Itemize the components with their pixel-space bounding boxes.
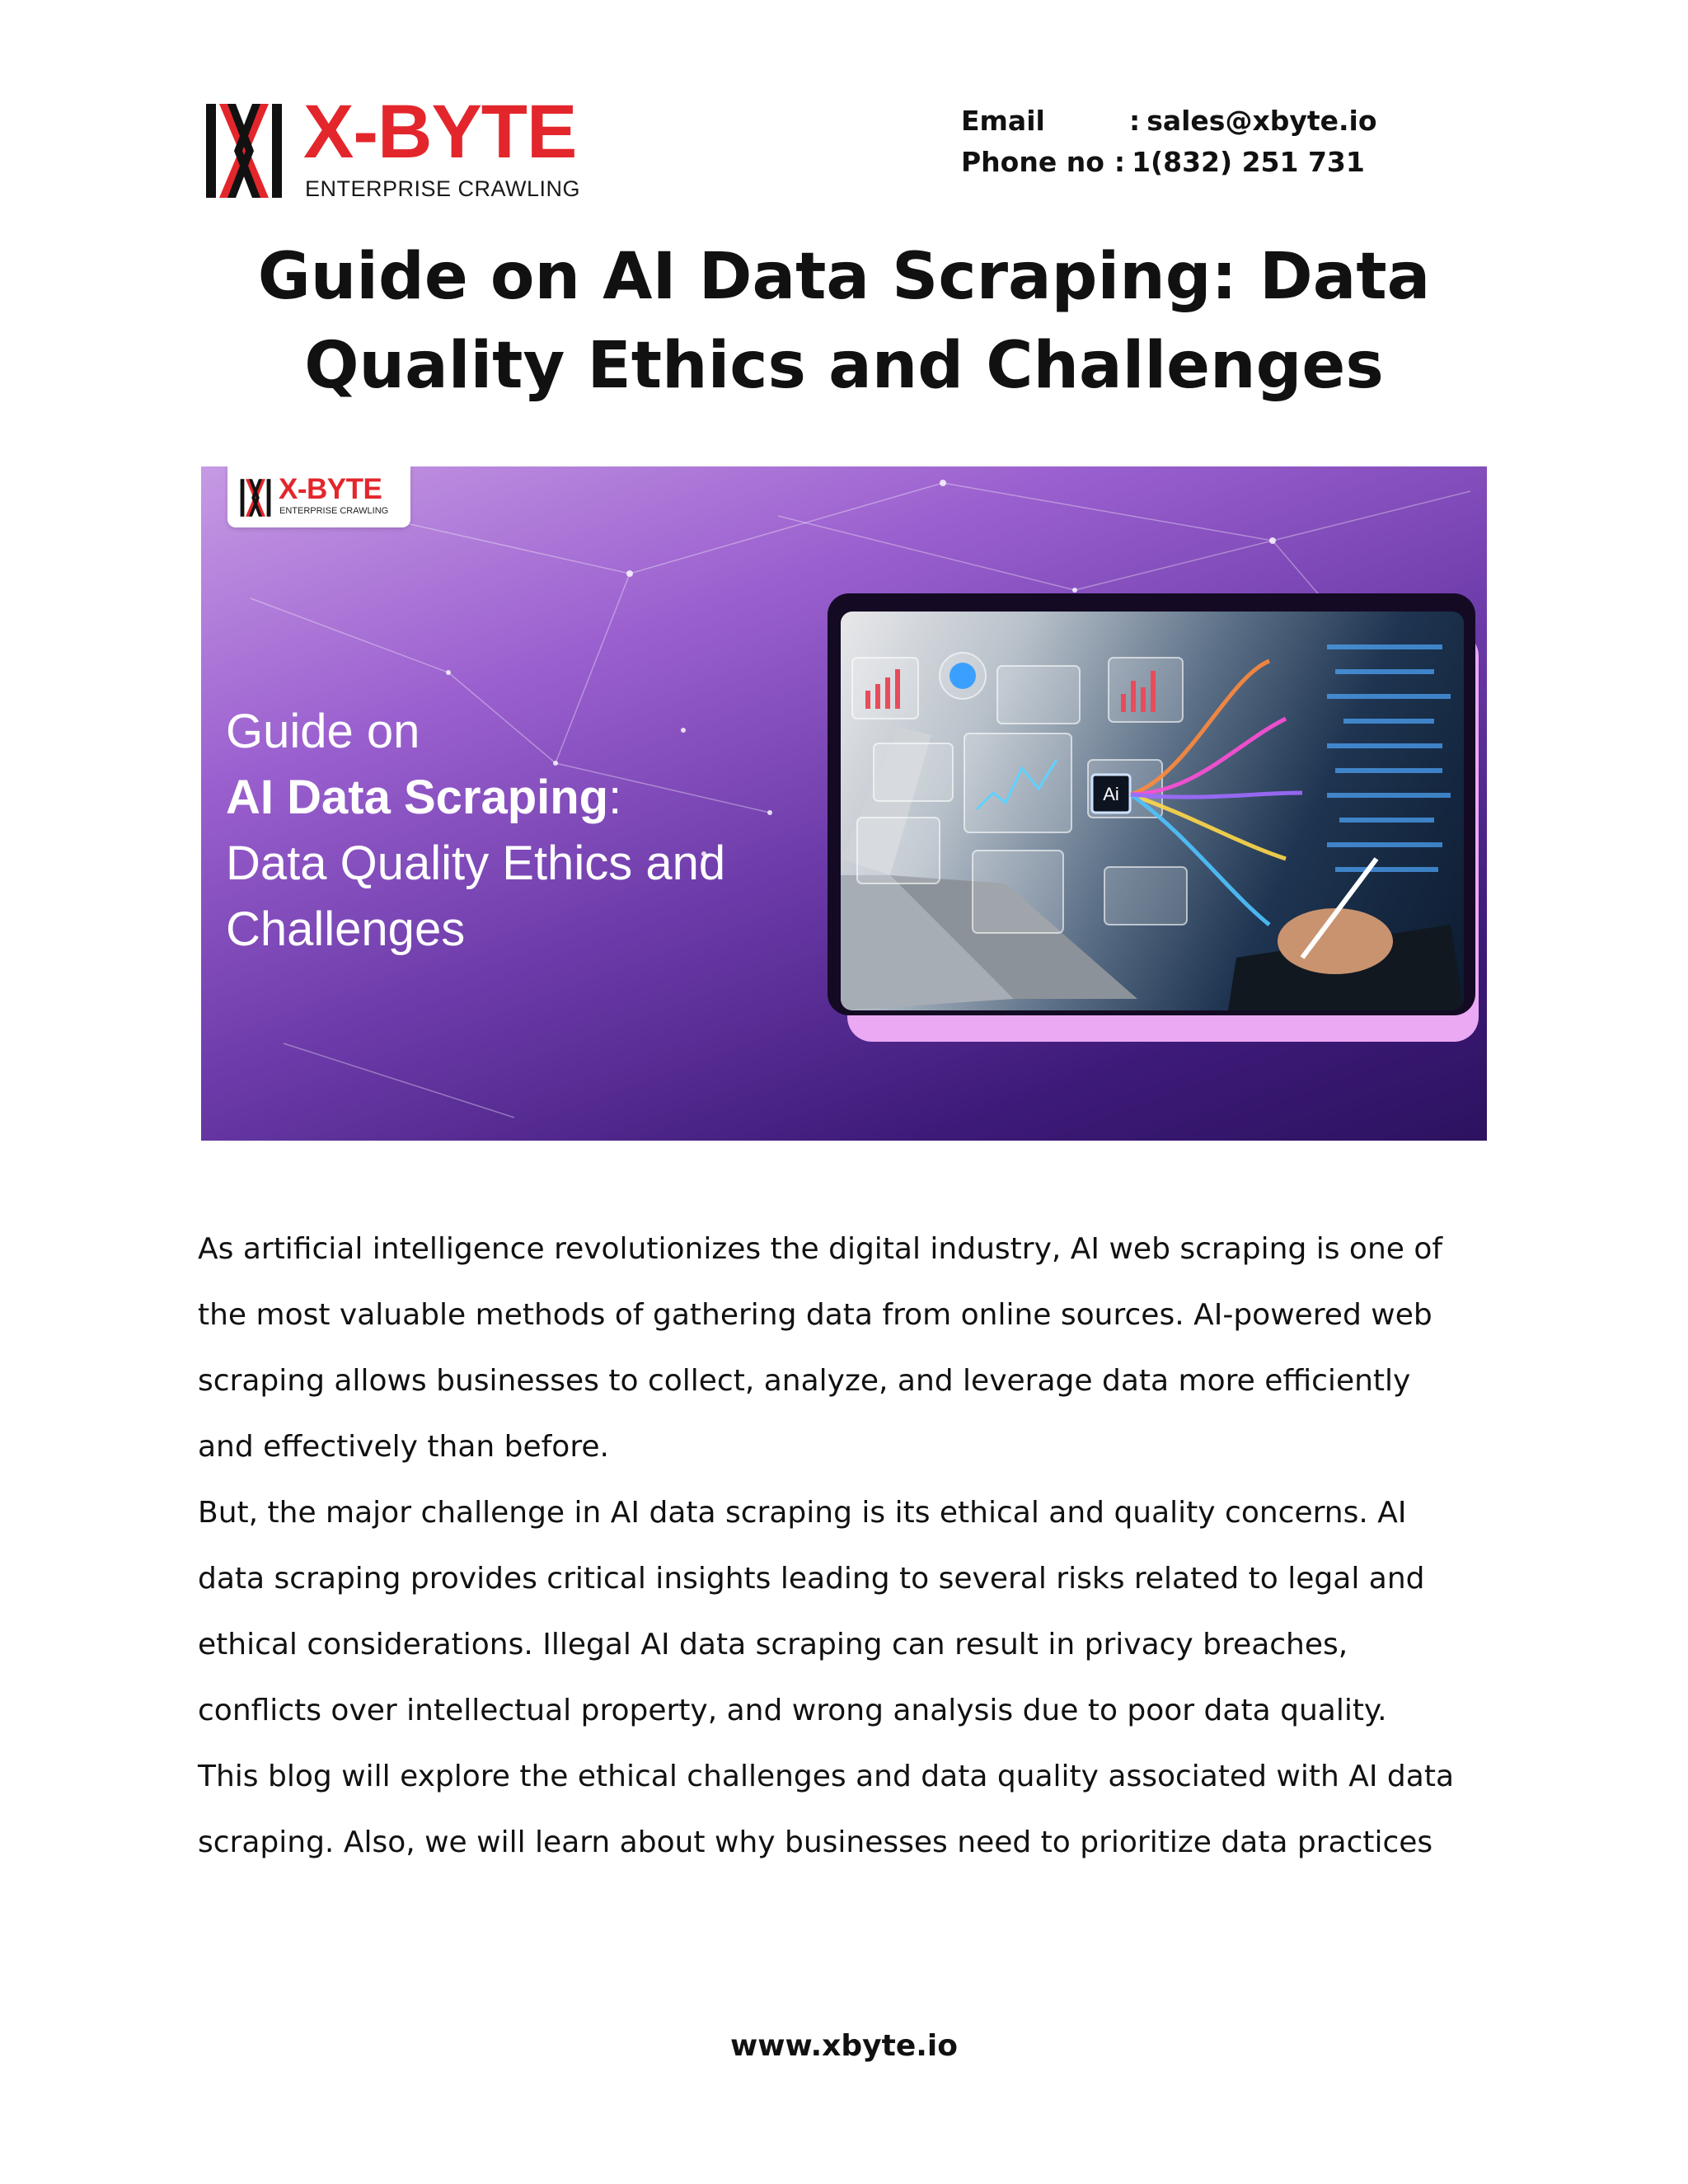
page-title	[132, 232, 1556, 410]
hero-heading-line-4: Challenges	[226, 902, 466, 956]
hero-heading-bold: AI Data Scraping	[226, 771, 609, 824]
footer-url[interactable]: www.xbyte.io	[730, 2029, 958, 2063]
hero-heading-colon: :	[608, 771, 622, 824]
body-line: As artificial intelligence revolutionizes the digital industry, AI web scraping is one of	[198, 1232, 1443, 1266]
hero-logo-badge	[227, 466, 410, 527]
email-label: Email	[961, 105, 1045, 137]
ai-dashboard-illustration	[841, 612, 1464, 1010]
email-row	[961, 101, 1377, 142]
body-line: This blog will explore the ethical challenges and data quality associated with AI data	[198, 1760, 1455, 1793]
contact-info	[961, 101, 1377, 183]
hero-heading-line-3: Data Quality Ethics and	[226, 837, 726, 890]
hero-illustration	[841, 612, 1464, 1010]
hero-heading-line-2	[226, 765, 725, 831]
phone-separator: :	[1114, 146, 1126, 178]
brand-logo	[203, 90, 582, 201]
body-line: the most valuable methods of gathering data from online sources. AI-powered web	[198, 1298, 1432, 1332]
brand-tagline: ENTERPRISE CRAWLING	[305, 176, 581, 201]
page-title-line-2: Quality Ethics and Challenges	[304, 329, 1384, 403]
hero-banner	[201, 466, 1487, 1141]
email-value[interactable]: sales@xbyte.io	[1146, 105, 1377, 137]
page-title-line-1: Guide on AI Data Scraping: Data	[257, 240, 1431, 314]
body-line: scraping allows businesses to collect, analyze, and leverage data more efficiently	[198, 1364, 1411, 1398]
hero-heading-line-1: Guide on	[226, 705, 420, 758]
email-separator: :	[1129, 105, 1141, 137]
hero-logo-name: X-BYTE	[279, 473, 382, 505]
x-byte-monogram-icon	[239, 476, 272, 519]
body-line: ethical considerations. Illegal AI data scraping can result in privacy breaches,	[198, 1628, 1348, 1661]
article-body	[198, 1216, 1500, 1876]
phone-row	[961, 142, 1377, 183]
x-byte-monogram-icon	[203, 102, 285, 199]
ai-chip-label: Ai	[1103, 784, 1119, 804]
hero-heading	[226, 699, 725, 963]
phone-label: Phone no	[961, 146, 1104, 178]
hero-logo-tagline: ENTERPRISE CRAWLING	[279, 506, 389, 516]
body-line: conflicts over intellectual property, and wrong analysis due to poor data quality.	[198, 1694, 1387, 1727]
body-line: scraping. Also, we will learn about why businesses need to prioritize data practices	[198, 1825, 1433, 1859]
brand-name: X-BYTE	[303, 90, 577, 174]
phone-value[interactable]: 1(832) 251 731	[1132, 146, 1365, 178]
body-line: and effectively than before.	[198, 1430, 609, 1464]
body-line: data scraping provides critical insights leading to several risks related to legal and	[198, 1562, 1425, 1596]
body-line: But, the major challenge in AI data scraping is its ethical and quality concerns. AI	[198, 1496, 1407, 1530]
